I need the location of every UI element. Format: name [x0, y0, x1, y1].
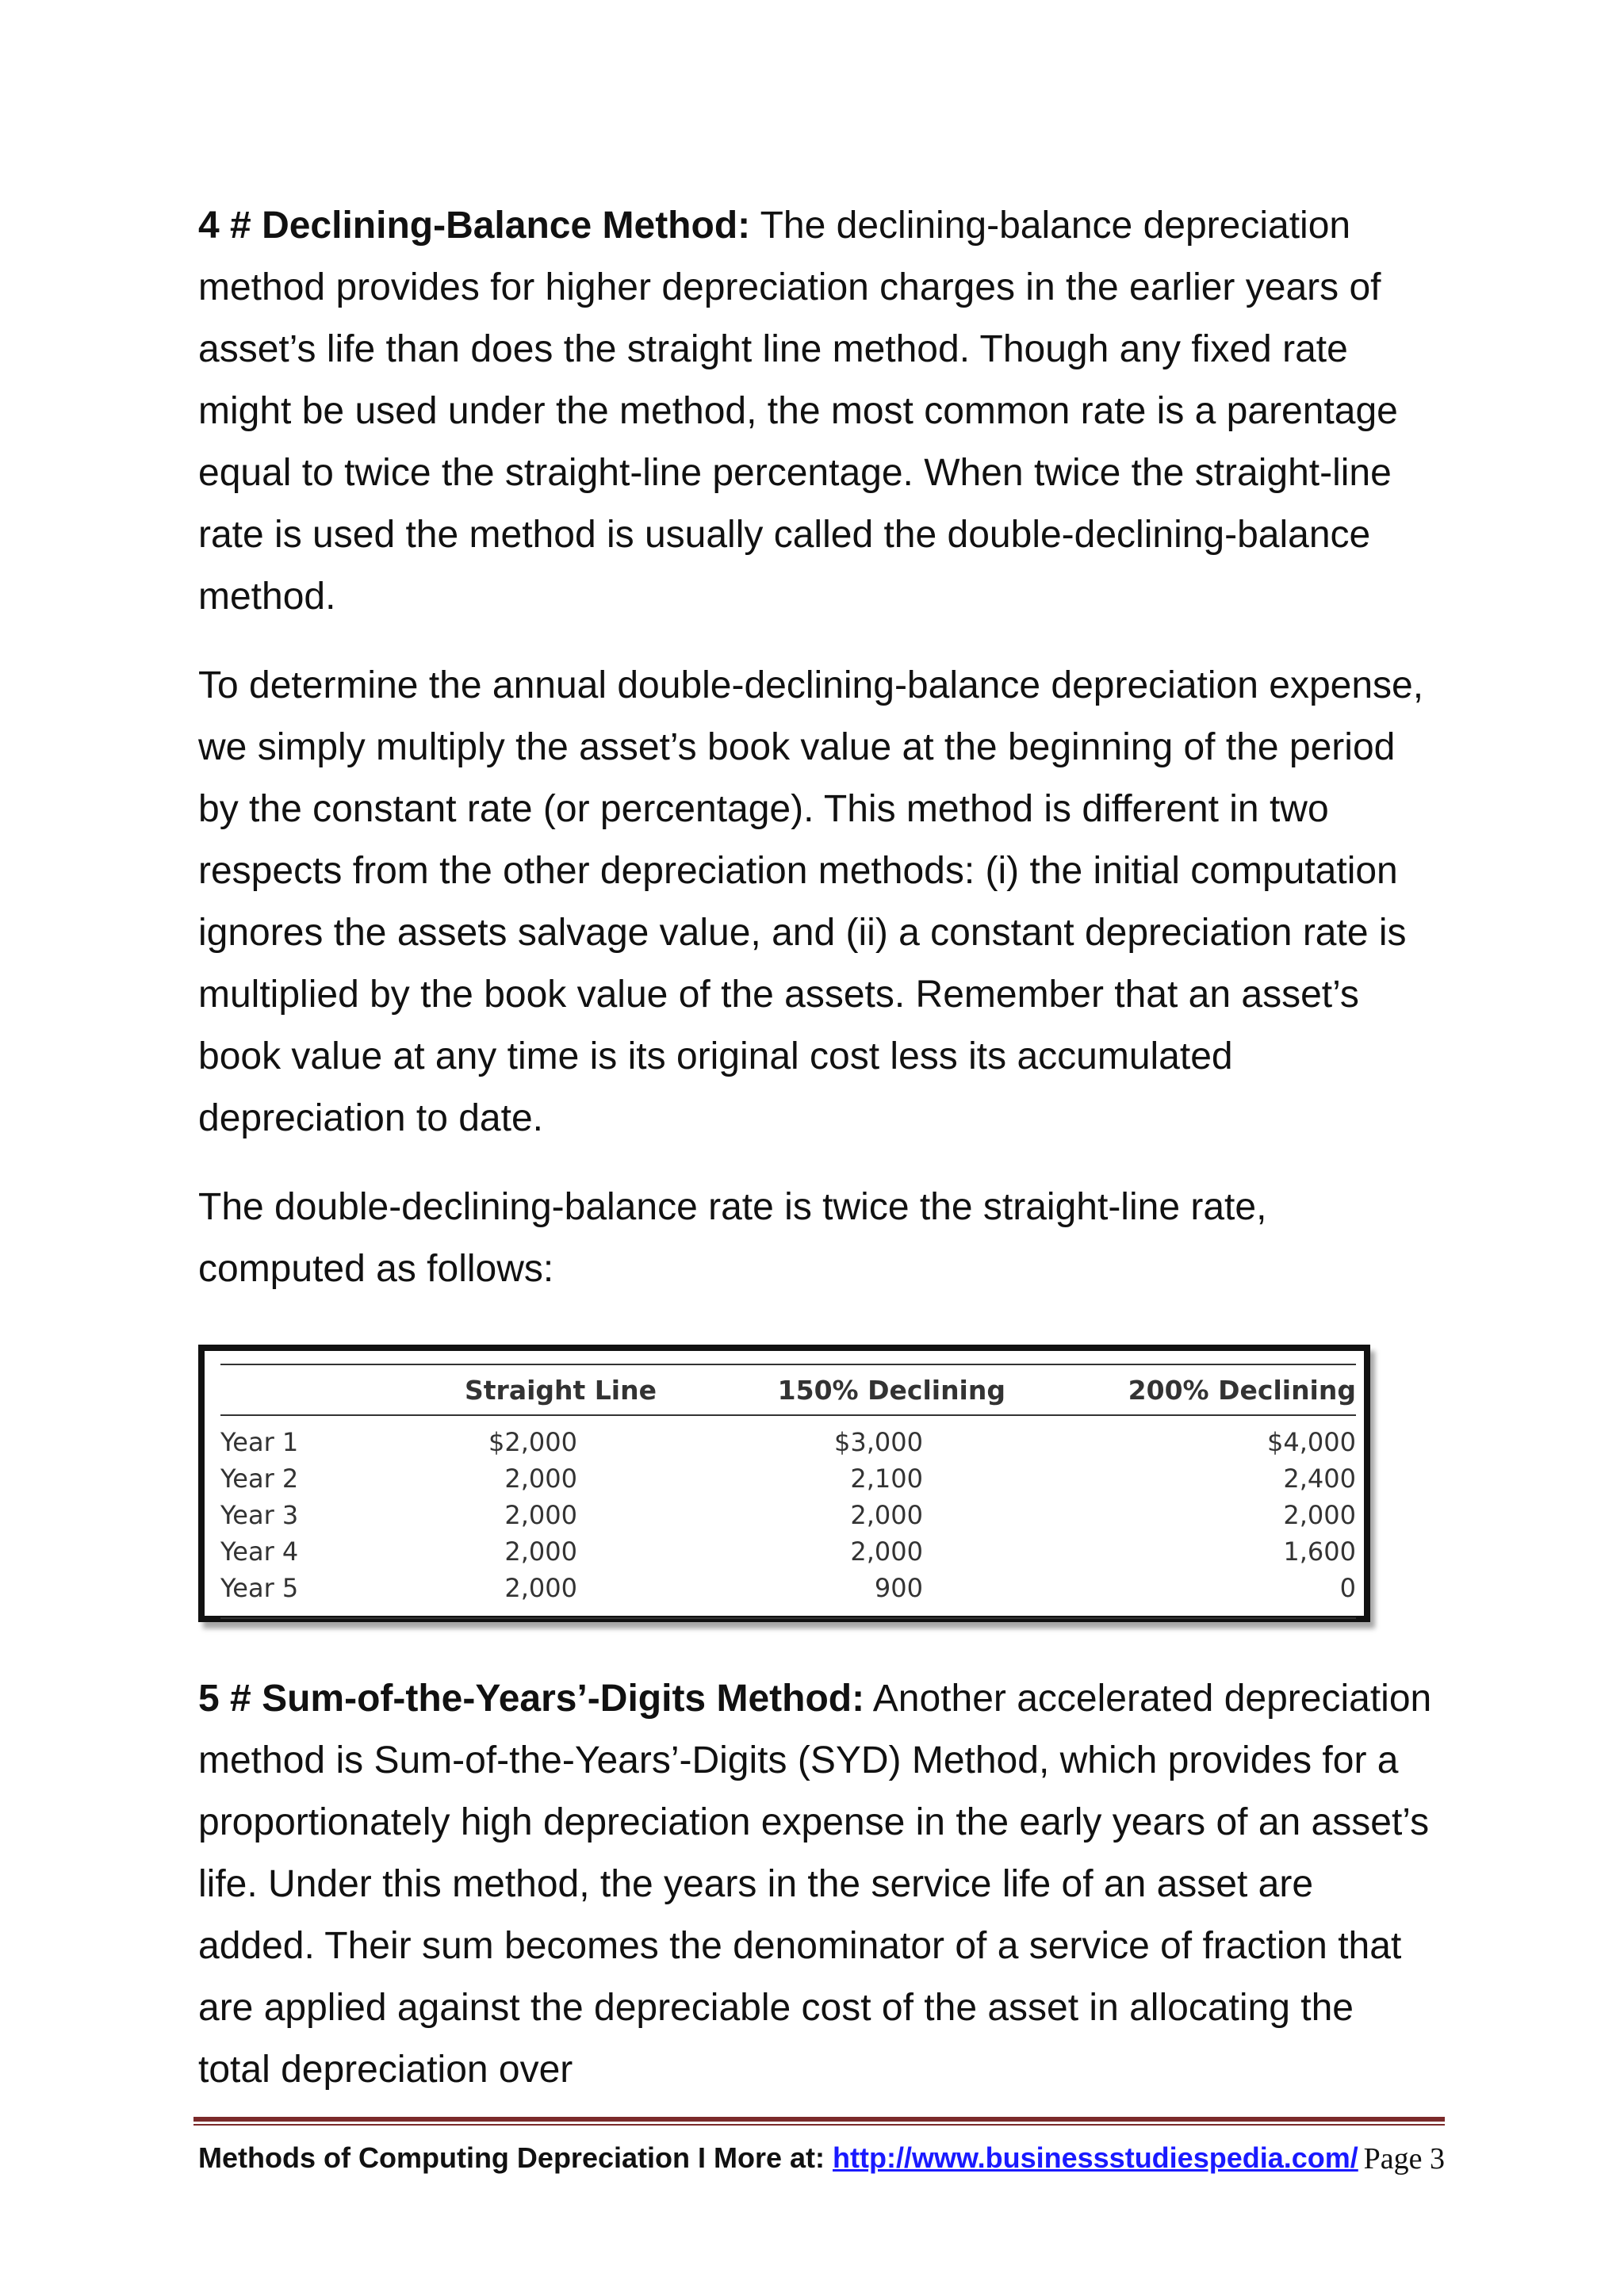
- cell-straight-line: 2,000: [504, 1464, 577, 1494]
- cell-200-declining: 1,600: [1283, 1536, 1356, 1567]
- row-label: Year 2: [220, 1464, 299, 1494]
- page-number: Page 3: [1363, 2142, 1445, 2175]
- footer-text: [193, 2141, 1445, 2189]
- header-straight-line: Straight Line: [465, 1374, 657, 1406]
- page-footer: [193, 2117, 1445, 2189]
- cell-150-declining: 2,000: [850, 1500, 923, 1530]
- row-label: Year 4: [220, 1536, 299, 1567]
- header-150-declining: 150% Declining: [777, 1374, 1005, 1406]
- footer-website-link[interactable]: http://www.businessstudiespedia.com/: [833, 2141, 1358, 2174]
- table-row: [220, 1460, 1356, 1497]
- table-row: [220, 1570, 1356, 1606]
- footer-label: [198, 2141, 1358, 2175]
- section-4-heading: 4 # Declining-Balance Method:: [198, 205, 751, 247]
- row-label: Year 1: [220, 1427, 299, 1457]
- paragraph-ddb-expense: To determine the annual double-declining-balance depreciation expense, we simply multiply the asset’s book value at the beginning of the period by the constant rate (or percentage). This method is different in two respects from the other depreciation methods: (i) the initial computation ignores the assets salvage value, and (ii) a constant depreciation rate is multiplied by the book value of the assets. Remember that an asset’s book value at any time is its original cost less its accumulated depreciation to date.: [198, 664, 1424, 1139]
- cell-200-declining: 2,000: [1283, 1500, 1356, 1530]
- row-label: Year 5: [220, 1573, 299, 1603]
- cell-150-declining: 2,000: [850, 1536, 923, 1567]
- depreciation-comparison-table: [198, 1345, 1370, 1622]
- footer-rule-thin: [193, 2124, 1445, 2126]
- section-5-text: Another accelerated depreciation method is Sum-of-the-Years’-Digits (SYD) Method, which provides for a proportionately high depreciation expense in the early years of an asset’s life. Under this method, the years in the service life of an asset are added. Their sum becomes the denominator of a service of fraction that are applied against the depreciable cost of the asset in allocating the total depreciation over: [198, 1678, 1432, 2091]
- cell-straight-line: $2,000: [488, 1427, 577, 1457]
- table-bottom-rule: [220, 1617, 1356, 1619]
- cell-200-declining: $4,000: [1267, 1427, 1356, 1457]
- cell-150-declining: 900: [874, 1573, 923, 1603]
- cell-150-declining: 2,100: [850, 1464, 923, 1494]
- table-header-row: [220, 1365, 1356, 1414]
- cell-straight-line: 2,000: [504, 1500, 577, 1530]
- document-body: [198, 195, 1435, 2128]
- cell-straight-line: 2,000: [504, 1573, 577, 1603]
- section-5-heading: 5 # Sum-of-the-Years’-Digits Method:: [198, 1678, 865, 1720]
- cell-200-declining: 2,400: [1283, 1464, 1356, 1494]
- table-row: [220, 1424, 1356, 1460]
- table-row: [220, 1497, 1356, 1533]
- table-body: [220, 1416, 1356, 1606]
- section-4-paragraph: [198, 195, 1435, 628]
- table-inner: [220, 1364, 1356, 1619]
- section-5-paragraph: [198, 1668, 1435, 2101]
- table-row: [220, 1533, 1356, 1570]
- row-label: Year 3: [220, 1500, 299, 1530]
- footer-label-text: Methods of Computing Depreciation I More at:: [198, 2141, 833, 2174]
- paragraph-ddb-rate: The double-declining-balance rate is twice the straight-line rate, computed as follows:: [198, 1186, 1267, 1290]
- cell-straight-line: 2,000: [504, 1536, 577, 1567]
- header-200-declining: 200% Declining: [1128, 1374, 1356, 1406]
- cell-200-declining: 0: [1339, 1573, 1356, 1603]
- section-4-text: The declining-balance depreciation method provides for higher depreciation charges in the earlier years of asset’s life than does the straight line method. Though any fixed rate might be used under the method, the most common rate is a parentage equal to twice the straight-line percentage. When twice the straight-line rate is used the method is usually called the double-declining-balance method.: [198, 205, 1398, 618]
- cell-150-declining: $3,000: [834, 1427, 923, 1457]
